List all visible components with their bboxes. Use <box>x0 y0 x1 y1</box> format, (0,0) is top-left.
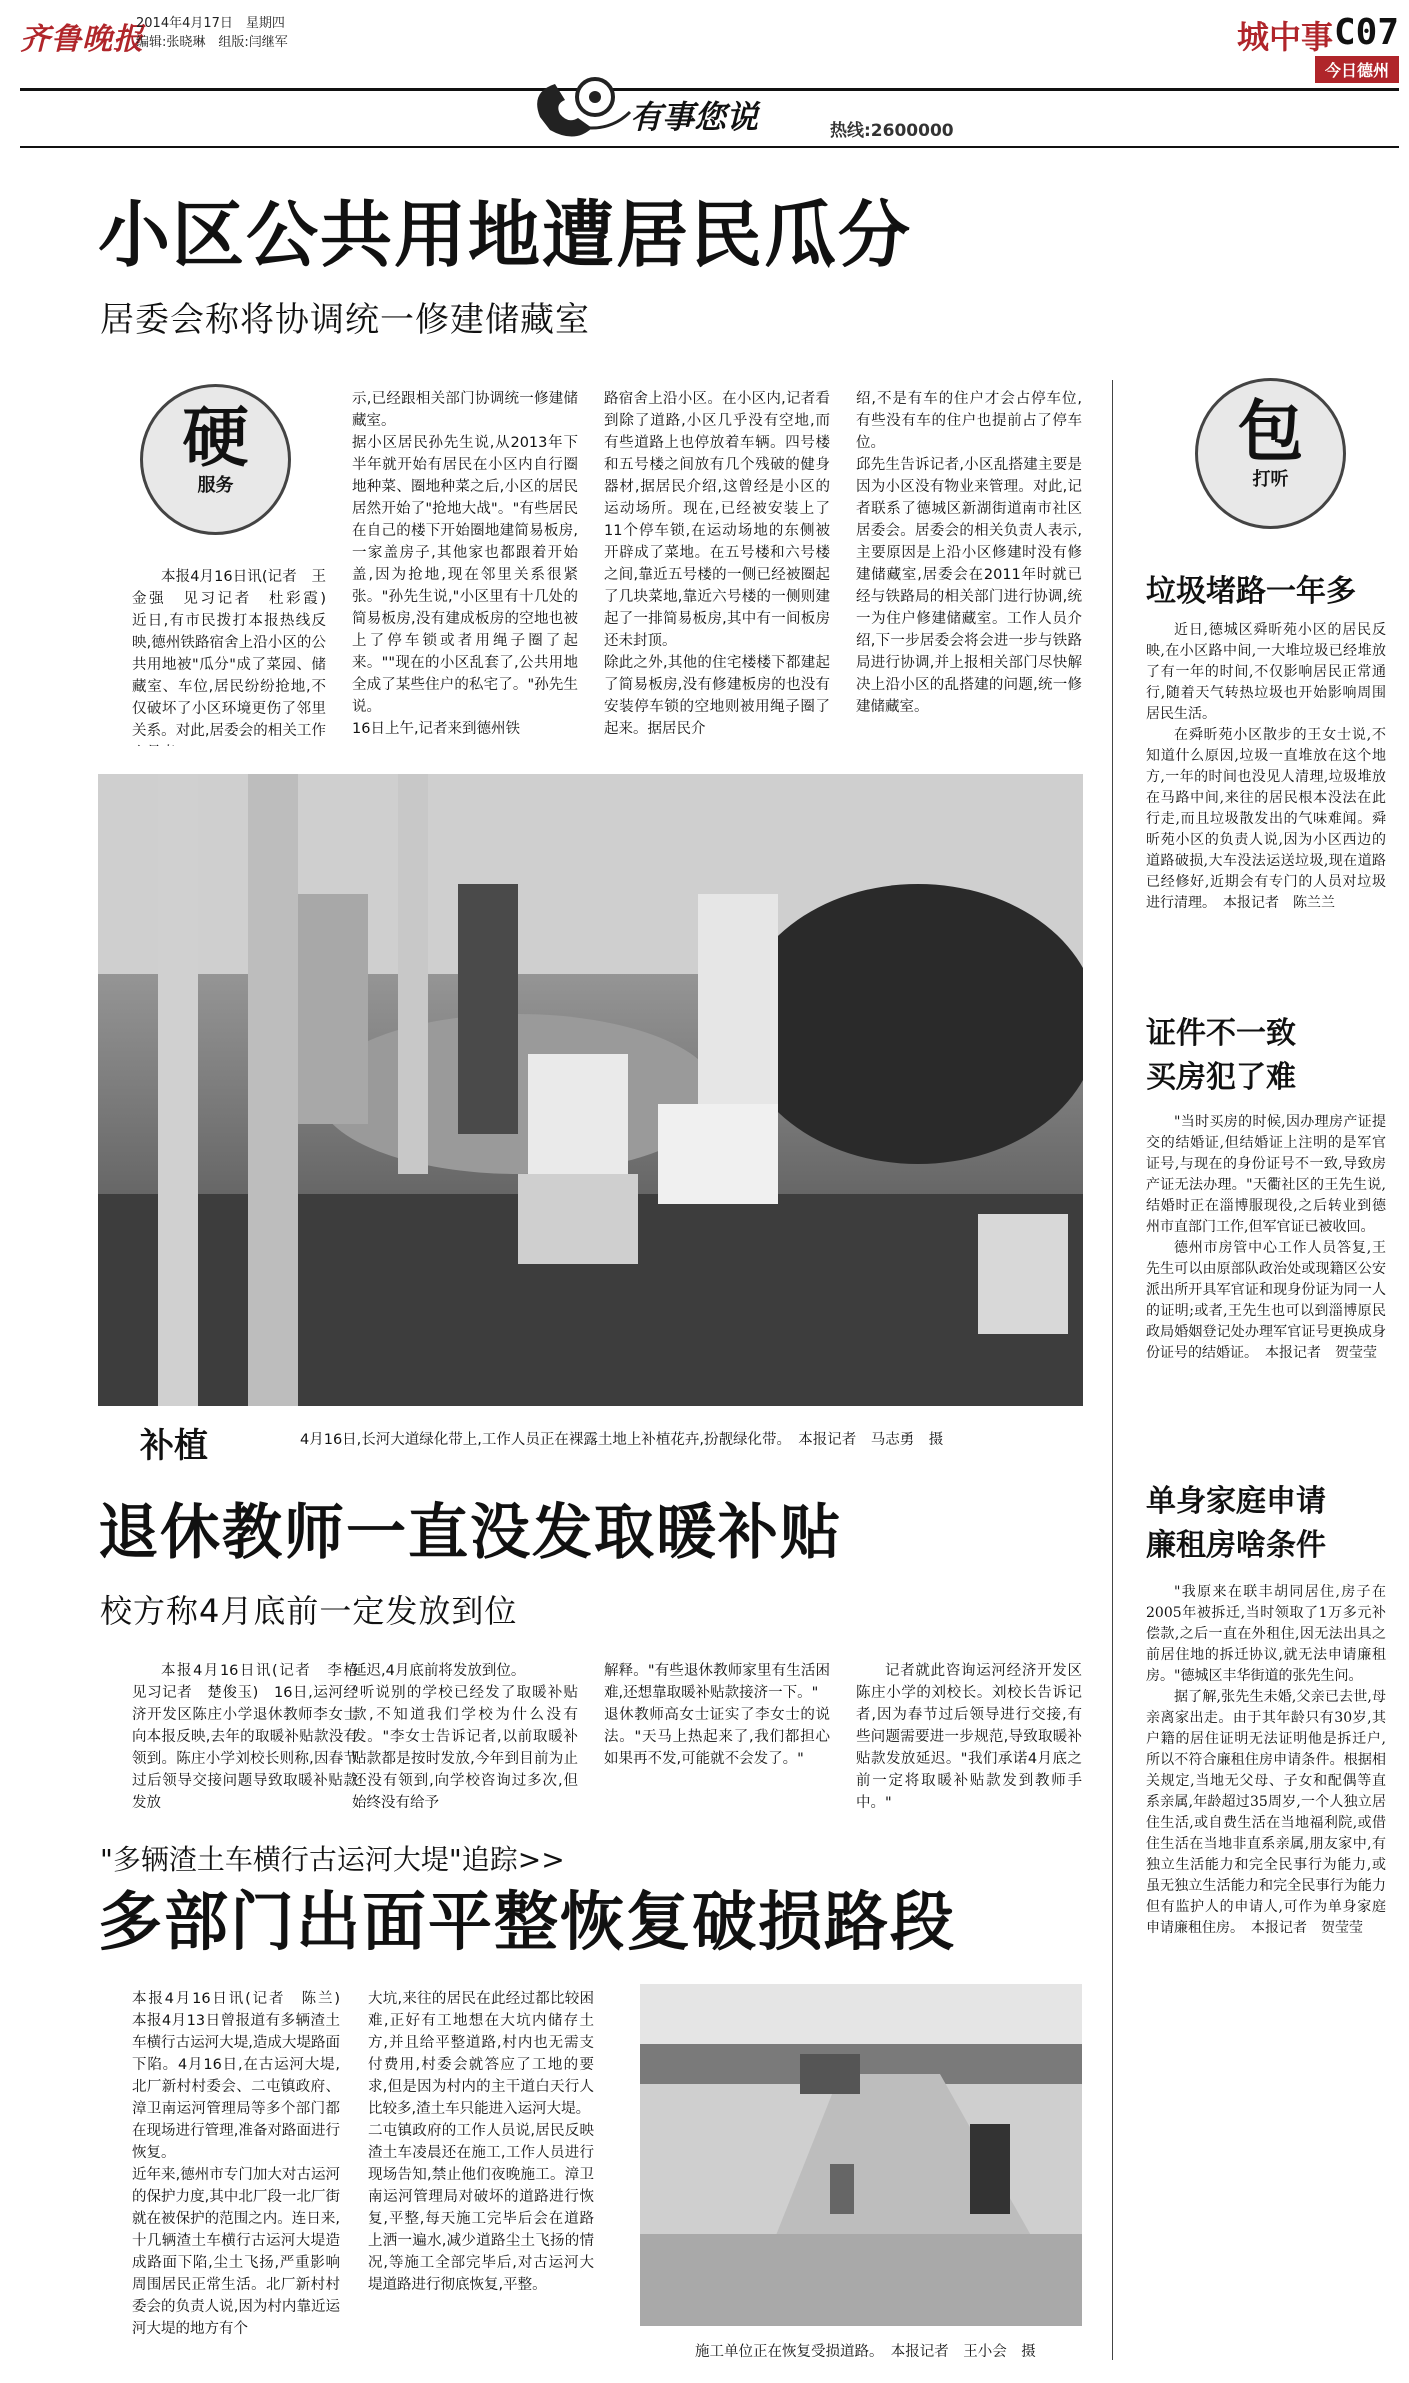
section-name: 城中事 <box>1236 18 1333 56</box>
article2-col2-text: 延迟,4月底前将发放到位。 "听说别的学校已经发了取暖补贴款,不知道我们学校为什么没有发。"李女士告诉记者,以前取暖补贴款都是按时发放,今年到目前为止还没有领到,向学校咨询过多次,但始终没有给予 <box>352 1663 578 1810</box>
road-repair-photo <box>640 1984 1082 2326</box>
article1-headline: 小区公共用地遭居民瓜分 <box>98 193 913 277</box>
sidebar-item-2-lead: "当时买房的时候,因办理房产证提交的结婚证,但结婚证上注明的是军官证号,与现在的身份证号不一致,导致房产证无法办理。"天衢社区的王先生说,结婚时正在淄博服现役,之后转业到德州市直部门工作,但军官证已被收回。 <box>1146 1114 1386 1235</box>
photo1-caption: 4月16日,长河大道绿化带上,工作人员正在裸露土地上补植花卉,扮靓绿化带。 本报记者 马志勇 摄 <box>300 1432 944 1448</box>
article1-subhead: 居委会称将协调统一修建储藏室 <box>100 300 590 340</box>
article1-col3-text: 路宿舍上沿小区。在小区内,记者看到除了道路,小区几乎没有空地,而有些道路上也停放着车辆。四号楼和五号楼之间放有几个残破的健身器材,据居民介绍,这曾经是小区的运动场所。现在,已经被安装上了11个停车锁,在运动场地的东侧被开辟成了菜地。在五号楼和六号楼之间,靠近五号楼的一侧已经被圈起了几块菜地,靠近六号楼的一侧则建起了一排简易板房,其中有一间板房还未封顶。 除此之外,其他的住宅楼楼下都建起了简易板房,没有修建板房的也没有安装停车锁的空地则被用绳子圈了起来。据居民介 <box>604 391 830 737</box>
article2-col1-text: 本报4月16日讯(记者 李椿 见习记者 楚俊玉) 16日,运河经济开发区陈庄小学退休教师李女士向本报反映,去年的取暖补贴款没有领到。陈庄小学刘校长则称,因春节过后领导交接问题导致取暖补贴款发放 <box>132 1663 358 1810</box>
sidebar-item-1-body <box>1146 620 1386 1012</box>
badge-character: 硬 <box>182 399 249 476</box>
article2-column-3 <box>604 1660 830 1810</box>
sidebar-item-2-text: 德州市房管中心工作人员答复,王先生可以由原部队政治处或现籍区公安派出所开具军官证和现身份证为同一人的证明;或者,王先生也可以到淄博原民政局婚姻登记处办理军官证号更换成身份证号的结婚证。 本报记者 贺莹莹 <box>1146 1240 1386 1361</box>
newspaper-logo: 齐鲁晚报 <box>20 22 144 57</box>
telephone-icon <box>520 72 640 142</box>
sidebar-item-2-title: 证件不一致 买房犯了难 <box>1146 1016 1296 1095</box>
article3-col1-text: 本报4月16日讯(记者 陈兰) 本报4月13日曾报道有多辆渣土车横行古运河大堤,造成大堤路面下陷。4月16日,在古运河大堤,北厂新村村委会、二屯镇政府、漳卫南运河管理局等多个部门都在现场进行管理,准备对路面进行恢复。 近年来,德州市专门加大对古运河的保护力度,其中北厂段一北厂街就在被保护的范围之内。连日来,十几辆渣土车横行古运河大堤造成路面下陷,尘土飞扬,严重影响周围居民正常生活。北厂新村村委会的负责人说,因为村内靠近运河大堤的地方有个 <box>132 1991 340 2337</box>
sidebar-divider <box>1112 380 1113 2360</box>
article1-col4-text: 绍,不是有车的住户才会占停车位,有些没有车的住户也提前占了停车位。 邱先生告诉记者,小区乱搭建主要是因为小区没有物业来管理。对此,记者联系了德城区新湖街道南市社区居委会。居委会的相关负责人表示,主要原因是上沿小区修建时没有修建储藏室,居委会在2011年时就已经与铁路局的相关部门进行协调,统一为住户修建储藏室。工作人员介绍,下一步居委会将会进一步与铁路局进行协调,并上报相关部门尽快解决上沿小区的乱搭建的问题,统一修建储藏室。 <box>856 391 1082 715</box>
issue-meta <box>136 14 288 52</box>
photo2-caption: 施工单位正在恢复受损道路。 本报记者 王小会 摄 <box>695 2344 1036 2360</box>
hard-service-badge <box>140 384 291 535</box>
sidebar-item-1-lead: 近日,德城区舜昕苑小区的居民反映,在小区路中间,一大堆垃圾已经堆放了有一年的时间,不仅影响居民正常通行,随着天气转热垃圾也开始影响周围居民生活。 <box>1146 622 1386 722</box>
article2-headline: 退休教师一直没发取暖补贴 <box>98 1498 842 1568</box>
article1-column-2 <box>352 388 578 744</box>
planting-photo <box>98 774 1083 1406</box>
article1-col2-text: 示,已经跟相关部门协调统一修建储藏室。 据小区居民孙先生说,从2013年下半年就开始有居民在小区内自行圈地种菜、圈地种菜之后,小区的居民居然开始了"抢地大战"。"有些居民在自己的楼下开始圈地建简易板房,一家盖房子,其他家也都跟着开始盖,因为抢地,现在邻里关系很紧张。"孙先生说,"小区里有十几处的简易板房,没有建成板房的空地也被上了停车锁或者用绳子圈了起来。""现在的小区乱套了,公共用地全成了某些住户的私宅了。"孙先生说。 16日上午,记者来到德州铁 <box>352 391 578 737</box>
article2-column-1 <box>132 1660 358 1810</box>
article1-column-4 <box>856 388 1082 744</box>
photo1-title: 补植 <box>140 1426 208 1466</box>
hotline-number: 热线:2600000 <box>830 121 954 141</box>
planting-photo-image <box>98 774 1083 1406</box>
article3-col2-text: 大坑,来往的居民在此经过都比较困难,正好有工地想在大坑内储存土方,并且给平整道路,村内也无需支付费用,村委会就答应了工地的要求,但是因为村内的主干道白天行人比较多,渣土车只能进入运河大堤。 二屯镇政府的工作人员说,居民反映渣土车凌晨还在施工,工作人员进行现场告知,禁止他们夜晚施工。漳卫南运河管理局对破坏的道路进行恢复,平整,每天施工完毕后会在道路上洒一遍水,减少道路尘土飞扬的情况,等施工全部完毕后,对古运河大堤道路进行彻底恢复,平整。 <box>368 1991 594 2293</box>
sidebar-item-1-text: 在舜昕苑小区散步的王女士说,不知道什么原因,垃圾一直堆放在这个地方,一年的时间也没见人清理,垃圾堆放在马路中间,来往的居民根本没法在此行走,而且垃圾散发出的气味难闻。舜昕苑小区的负责人说,因为小区西边的道路破损,大车没法运送垃圾,现在道路已经修好,近期会有专门的人员对垃圾进行清理。 本报记者 陈兰兰 <box>1146 727 1386 911</box>
masthead-rule <box>20 88 1399 91</box>
road-repair-photo-image <box>640 1984 1082 2326</box>
issue-date: 2014年4月17日 星期四 <box>136 16 285 31</box>
sidebar-item-3-body <box>1146 1582 1386 2372</box>
editor-credits: 编辑:张晓琳 组版:闫继军 <box>136 35 288 50</box>
article3-column-1 <box>132 1988 340 2372</box>
sidebar-item-2-body <box>1146 1112 1386 1460</box>
badge-label: 服务 <box>197 475 234 496</box>
article2-subhead: 校方称4月底前一定发放到位 <box>100 1592 518 1630</box>
article1-column-1 <box>132 566 326 746</box>
article1-col1-text: 本报4月16日讯(记者 王金强 见习记者 杜彩霞) 近日,有市民拨打本报热线反映,德州铁路宿舍上沿小区的公共用地被"瓜分"成了菜园、储藏室、车位,居民纷纷抢地,不仅破坏了小区环境更伤了邻里关系。对此,居委会的相关工作 <box>132 569 326 739</box>
article2-col4-text: 记者就此咨询运河经济开发区陈庄小学的刘校长。刘校长告诉记者,因为春节过后领导进行交接,有些问题需要进一步规范,导致取暖补贴款发放延迟。"我们承诺4月底之前一定将取暖补贴款发到教师手中。" <box>856 1663 1082 1810</box>
article2-col3-text: 解释。"有些退休教师家里有生活困难,还想靠取暖补贴款接济一下。" 退休教师高女士证实了李女士的说法。"天马上热起来了,我们都担心如果再不发,可能就不会发了。" <box>604 1663 830 1767</box>
banner-rule <box>20 146 1399 148</box>
column-title: 有事您说 <box>630 98 759 136</box>
sidebar-item-1-title: 垃圾堵路一年多 <box>1146 574 1356 609</box>
article3-kicker: "多辆渣土车横行古运河大堤"追踪>> <box>100 1843 565 1876</box>
article1-column-3 <box>604 388 830 744</box>
sidebar-item-3-title: 单身家庭申请 廉租房啥条件 <box>1146 1484 1326 1563</box>
sidebar-item-3-lead: "我原来在联丰胡同居住,房子在2005年被拆迁,当时领取了1万多元补偿款,之后一直在外租住,因无法出具之前居住地的拆迁协议,就无法申请廉租房。"德城区丰华街道的张先生问。 <box>1146 1584 1386 1684</box>
inquiry-badge <box>1195 378 1346 529</box>
sidebar-item-3-text: 据了解,张先生未婚,父亲已去世,母亲离家出走。由于其年龄只有30岁,其户籍的居住证明无法证明他是拆迁户,所以不符合廉租住房申请条件。根据相关规定,当地无父母、子女和配偶等直系亲属,年龄超过35周岁,一个人独立居住生活,或自费生活在当地福利院,或借住生活在当地非直系亲属,朋友家中,有独立生活能力和完全民事行为能力,或虽无独立生活能力和完全民事行为能力但有监护人的申请人,可作为单身家庭申请廉租住房。 本报记者 贺莹莹 <box>1146 1689 1386 1936</box>
page-number: C07 <box>1333 12 1399 53</box>
subsection-label: 今日德州 <box>1315 56 1399 83</box>
article3-headline: 多部门出面平整恢复破损路段 <box>98 1886 956 1960</box>
sidebar-badge-label: 打听 <box>1252 469 1289 490</box>
article2-column-4 <box>856 1660 1082 1810</box>
article2-column-2 <box>352 1660 578 1810</box>
sidebar-badge-character: 包 <box>1237 393 1304 470</box>
article3-column-2 <box>368 1988 594 2372</box>
